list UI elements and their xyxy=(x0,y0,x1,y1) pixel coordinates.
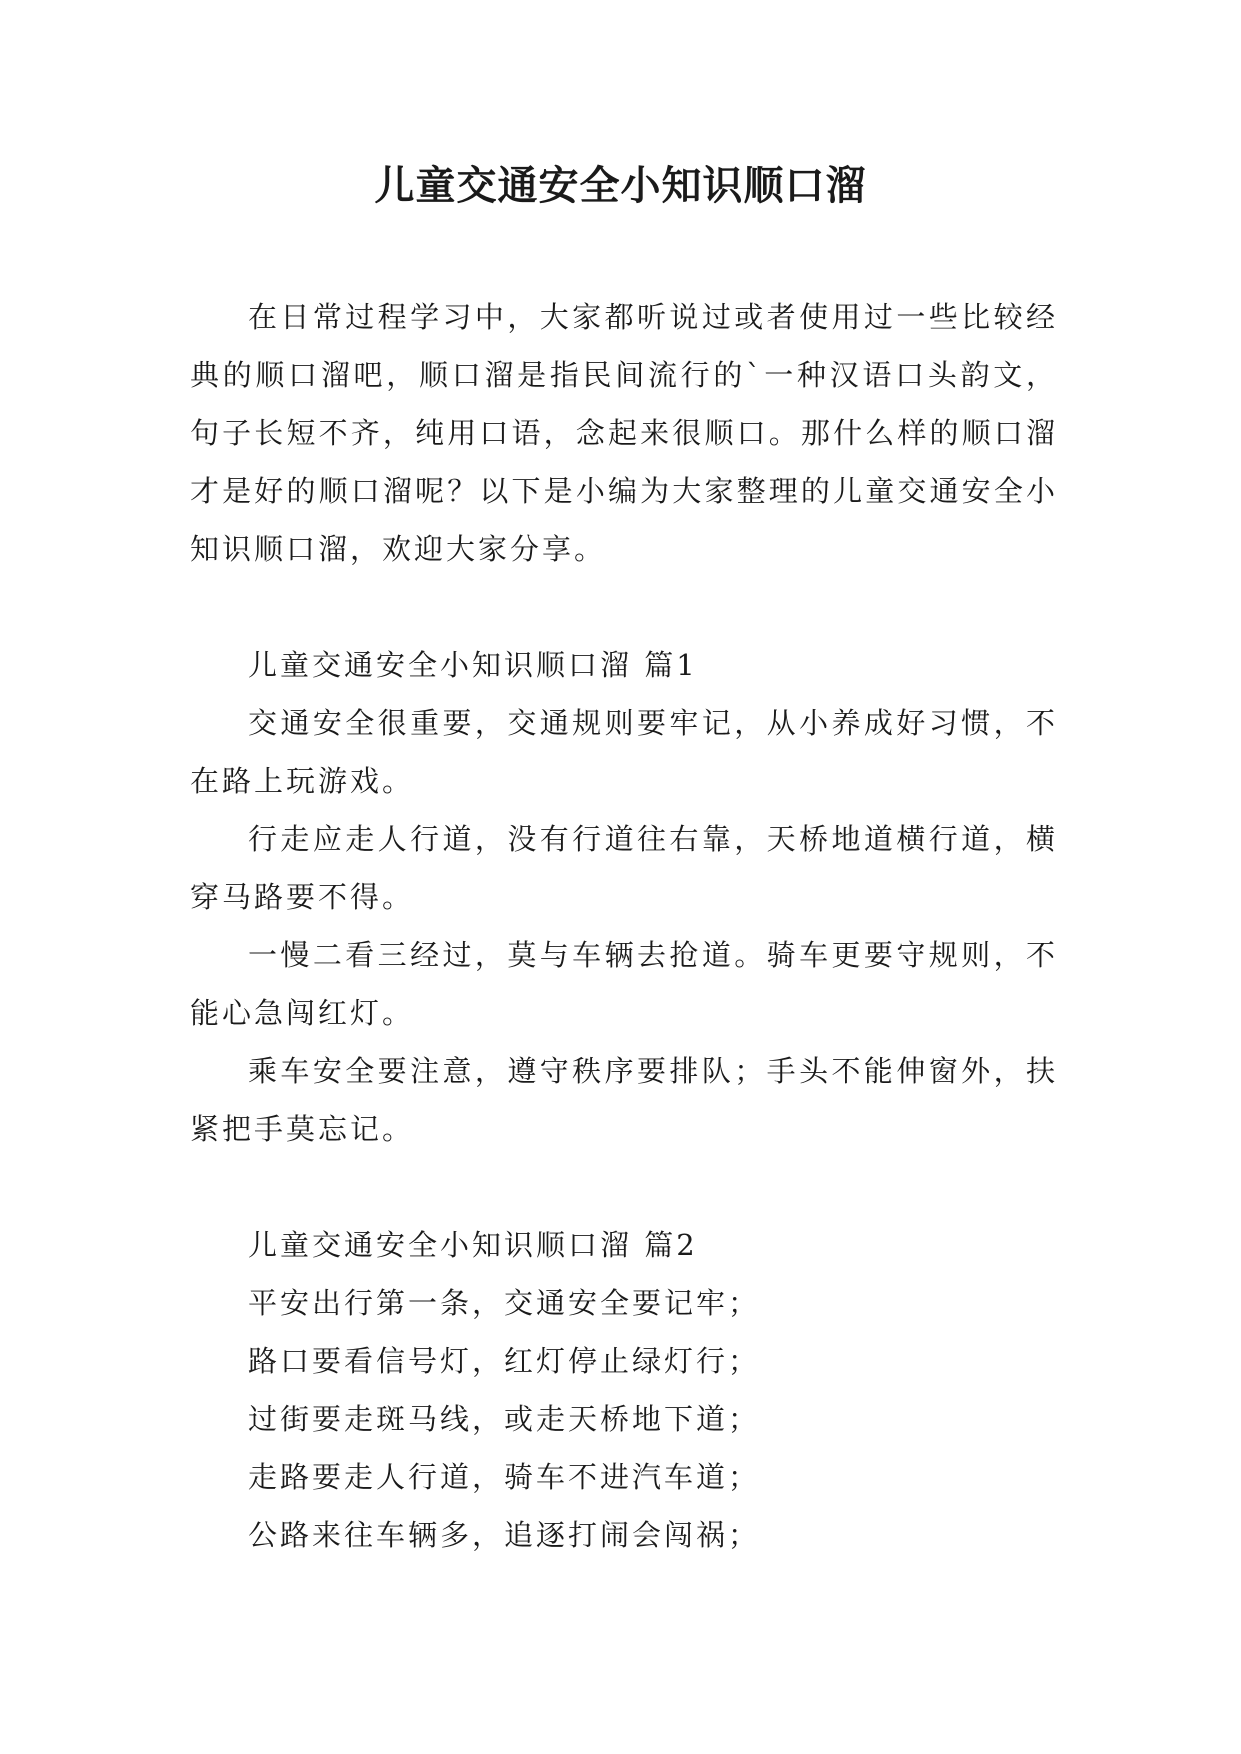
section1-paragraph: 一慢二看三经过，莫与车辆去抢道。骑车更要守规则，不能心急闯红灯。 xyxy=(190,938,1058,1030)
section2-line: 走路要走人行道，骑车不进汽车道； xyxy=(248,1460,761,1494)
section2-line: 路口要看信号灯，红灯停止绿灯行； xyxy=(248,1344,761,1378)
section-heading-1: 儿童交通安全小知识顺口溜 篇1 xyxy=(248,648,698,682)
spacer xyxy=(190,578,1058,636)
section2-line: 过街要走斑马线，或走天桥地下道； xyxy=(248,1402,761,1436)
section1-paragraph: 交通安全很重要，交通规则要牢记，从小养成好习惯，不在路上玩游戏。 xyxy=(190,706,1058,798)
section2-line: 平安出行第一条，交通安全要记牢； xyxy=(248,1286,761,1320)
section-heading-2: 儿童交通安全小知识顺口溜 篇2 xyxy=(248,1228,698,1262)
spacer xyxy=(190,1158,1058,1216)
document-body xyxy=(190,288,1058,1564)
section2-line: 公路来往车辆多，追逐打闹会闯祸； xyxy=(248,1518,761,1552)
section1-paragraph: 行走应走人行道，没有行道往右靠，天桥地道横行道，横穿马路要不得。 xyxy=(190,822,1058,914)
section1-paragraph: 乘车安全要注意，遵守秩序要排队；手头不能伸窗外，扶紧把手莫忘记。 xyxy=(190,1054,1058,1146)
document-title: 儿童交通安全小知识顺口溜 xyxy=(374,162,867,209)
intro-paragraph: 在日常过程学习中，大家都听说过或者使用过一些比较经典的顺口溜吧，顺口溜是指民间流行的`一种汉语口头韵文，句子长短不齐，纯用口语，念起来很顺口。那什么样的顺口溜才是好的顺口溜呢？以下是小编为大家整理的儿童交通安全小知识顺口溜，欢迎大家分享。 xyxy=(190,300,1058,566)
